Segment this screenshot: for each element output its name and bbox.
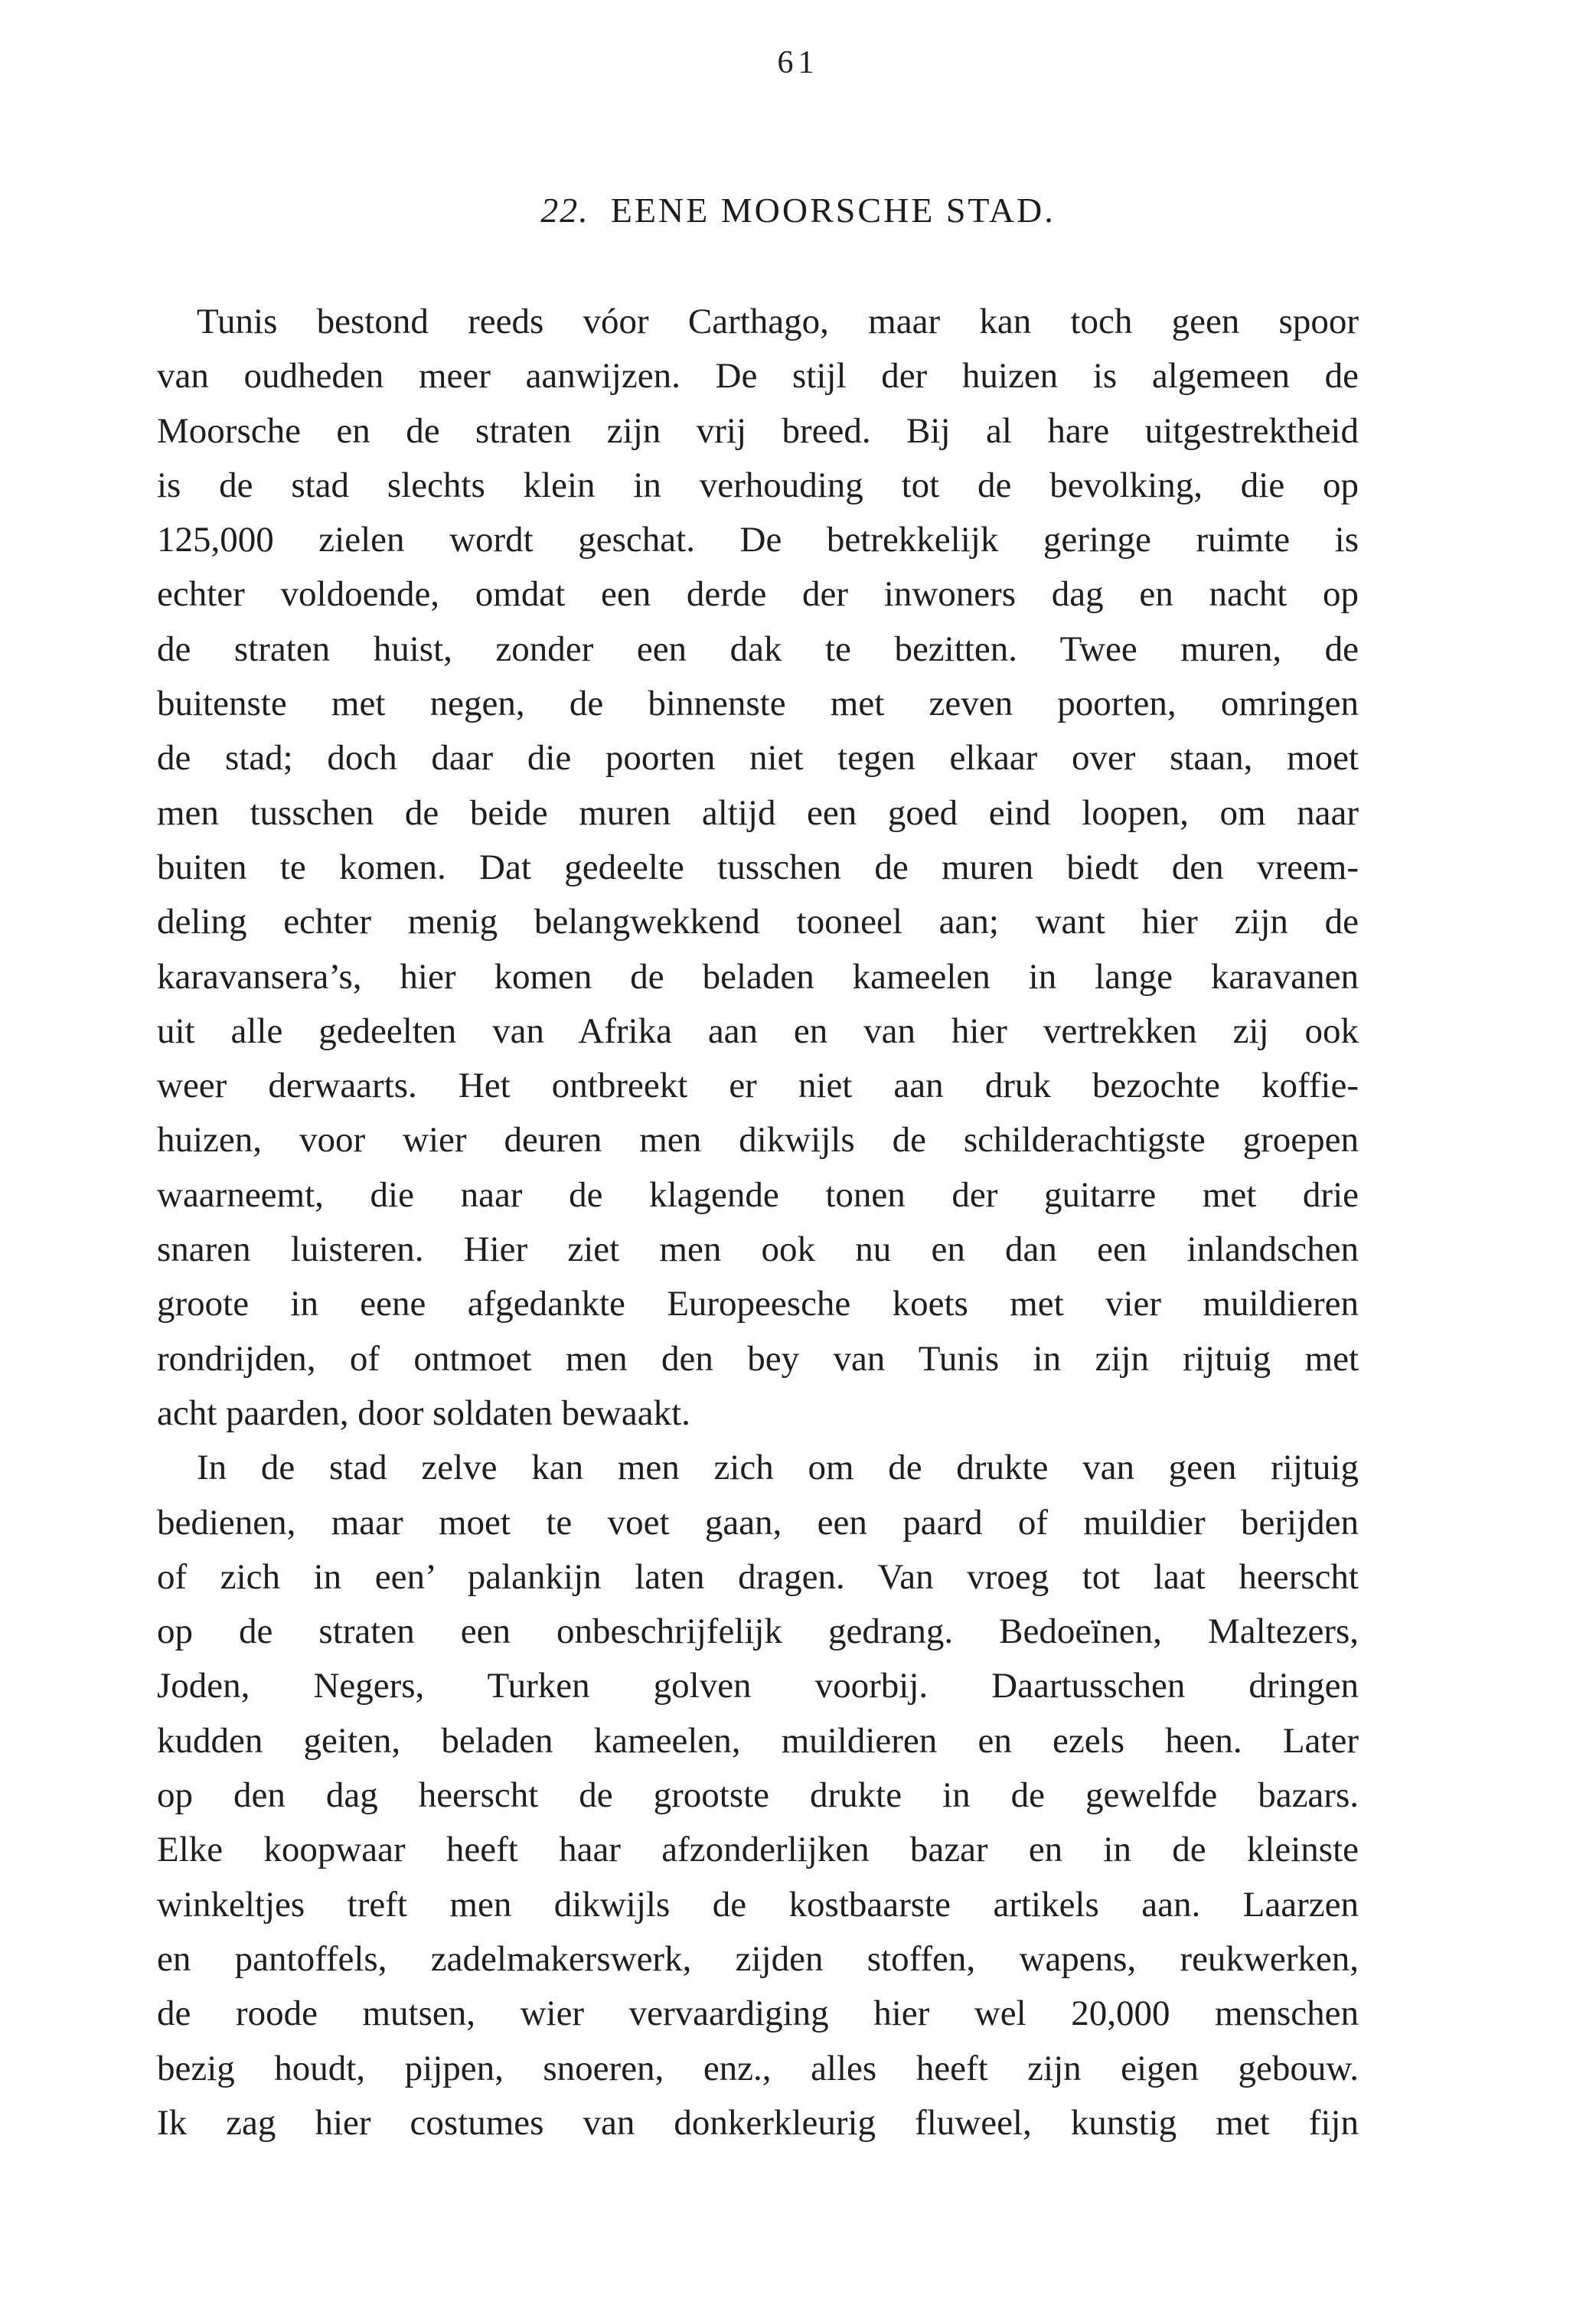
text-line: Joden, Negers, Turken golven voorbij. Daartusschen dringen (157, 1666, 1359, 1706)
text-line: echter voldoende, omdat een derde der inwoners dag en nacht op (157, 574, 1359, 615)
text-line: van oudheden meer aanwijzen. De stijl der huizen is algemeen de (157, 356, 1359, 397)
chapter-heading (0, 190, 1596, 230)
text-line: Tunis bestond reeds vóor Carthago, maar kan toch geen spoor (197, 302, 1359, 341)
text-line: buitenste met negen, de binnenste met zeven poorten, omringen (157, 684, 1359, 724)
text-line: buiten te komen. Dat gedeelte tusschen de muren biedt den vreem- (157, 847, 1359, 887)
chapter-title: EENE MOORSCHE STAD. (610, 191, 1056, 230)
body-text (157, 295, 1359, 2150)
text-line: op de straten een onbeschrijfelijk gedrang. Bedoeïnen, Maltezers, (157, 1611, 1359, 1652)
text-line: weer derwaarts. Het ontbreekt er niet aan druk bezochte koffie- (157, 1066, 1359, 1106)
text-line: deling echter menig belangwekkend tooneel aan; want hier zijn de (157, 902, 1359, 942)
text-line: bedienen, maar moet te voet gaan, een paard of muildier berijden (157, 1502, 1359, 1543)
text-line: groote in eene afgedankte Europeesche koets met vier muildieren (157, 1284, 1359, 1324)
text-line: karavansera’s, hier komen de beladen kameelen in lange karavanen (157, 956, 1359, 997)
text-line: uit alle gedeelten van Afrika aan en van hier vertrekken zij ook (157, 1011, 1359, 1051)
text-line: op den dag heerscht de grootste drukte in de gewelfde bazars. (157, 1775, 1359, 1816)
text-line: Elke koopwaar heeft haar afzonderlijken bazar en in de kleinste (157, 1830, 1359, 1870)
chapter-number: 22. (540, 191, 589, 230)
text-line: de roode mutsen, wier vervaardiging hier wel 20,000 menschen (157, 1993, 1359, 2034)
text-line: is de stad slechts klein in verhouding tot de bevolking, die op (157, 465, 1359, 505)
text-line: bezig houdt, pijpen, snoeren, enz., alles heeft zijn eigen gebouw. (157, 2048, 1359, 2088)
text-line: de stad; doch daar die poorten niet tegen elkaar over staan, moet (157, 738, 1359, 779)
text-line: 125,000 zielen wordt geschat. De betrekkelijk geringe ruimte is (157, 520, 1359, 560)
text-line: In de stad zelve kan men zich om de drukte van geen rijtuig (197, 1448, 1359, 1488)
text-line: en pantoffels, zadelmakerswerk, zijden stoffen, wapens, reukwerken, (157, 1938, 1359, 1979)
text-line: acht paarden, door soldaten bewaakt. (157, 1393, 690, 1433)
text-line: men tusschen de beide muren altijd een goed eind loopen, om naar (157, 792, 1359, 833)
text-line: waarneemt, die naar de klagende tonen der guitarre met drie (157, 1174, 1359, 1215)
text-line: huizen, voor wier deuren men dikwijls de schilderachtigste groepen (157, 1120, 1359, 1161)
text-line: winkeltjes treft men dikwijls de kostbaarste artikels aan. Laarzen (157, 1884, 1359, 1925)
text-line: kudden geiten, beladen kameelen, muildieren en ezels heen. Later (157, 1720, 1359, 1761)
text-line: snaren luisteren. Hier ziet men ook nu en dan een inlandschen (157, 1229, 1359, 1270)
page-number: 61 (777, 45, 819, 80)
text-line: Moorsche en de straten zijn vrij breed. Bij al hare uitgestrektheid (157, 410, 1359, 451)
text-line: of zich in een’ palankijn laten dragen. Van vroeg tot laat heerscht (157, 1556, 1359, 1597)
text-line: Ik zag hier costumes van donkerkleurig fluweel, kunstig met fijn (157, 2102, 1359, 2143)
text-line: rondrijden, of ontmoet men den bey van Tunis in zijn rijtuig met (157, 1338, 1359, 1379)
text-line: de straten huist, zonder een dak te bezitten. Twee muren, de (157, 629, 1359, 669)
